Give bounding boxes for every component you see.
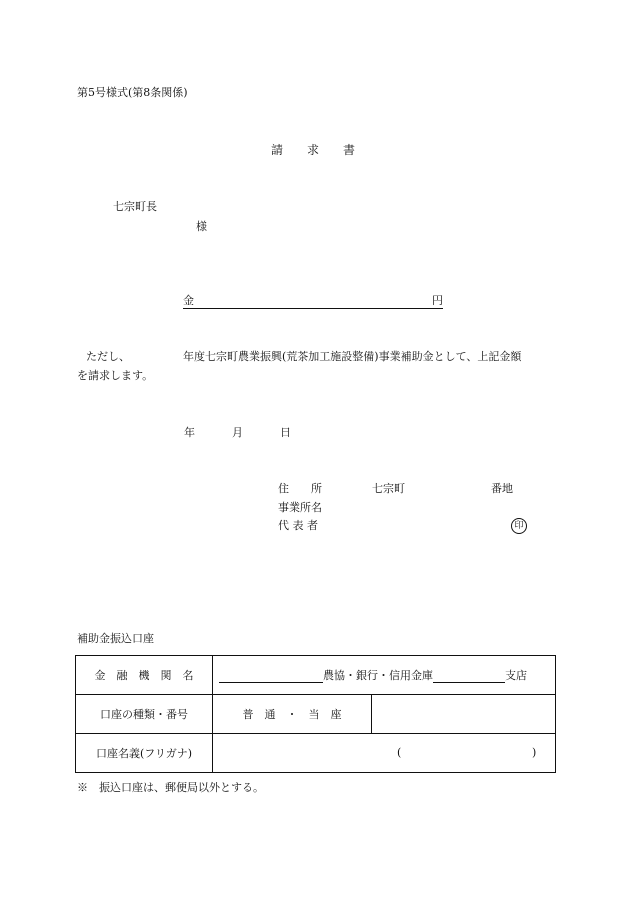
proviso-lead: ただし、 bbox=[86, 350, 130, 363]
date-year: 年 bbox=[184, 426, 195, 439]
account-holder-field[interactable] bbox=[213, 734, 556, 773]
document-title: 請 求 書 bbox=[271, 143, 356, 157]
table-row bbox=[76, 656, 556, 695]
bank-name-field[interactable] bbox=[219, 670, 323, 683]
address-town: 七宗町 bbox=[372, 482, 405, 495]
account-holder-label: 口座名義(フリガナ) bbox=[76, 734, 213, 773]
amount-line[interactable] bbox=[183, 294, 443, 309]
addressee-name: 七宗町長 bbox=[113, 200, 157, 213]
account-note: ※ 振込口座は、郵便局以外とする。 bbox=[77, 781, 264, 794]
amount-prefix: 金 bbox=[183, 294, 194, 307]
branch-label: 支店 bbox=[505, 669, 527, 682]
account-section-title: 補助金振込口座 bbox=[77, 632, 154, 645]
seal-mark bbox=[511, 518, 527, 534]
amount-suffix: 円 bbox=[432, 294, 443, 307]
proviso-text: 年度七宗町農業振興(荒茶加工施設整備)事業補助金として、上記金額 bbox=[183, 350, 522, 363]
office-name-label: 事業所名 bbox=[278, 501, 322, 514]
seal-icon: 印 bbox=[511, 518, 527, 534]
bank-name-label: 金 融 機 関 名 bbox=[76, 656, 213, 695]
table-row bbox=[76, 734, 556, 773]
branch-field[interactable] bbox=[433, 670, 505, 683]
account-number-field[interactable] bbox=[372, 695, 556, 734]
representative-label: 代 表 者 bbox=[278, 519, 318, 532]
paren-open: ( bbox=[397, 746, 402, 759]
bank-name-cell[interactable] bbox=[213, 656, 556, 695]
account-type-label: 口座の種類・番号 bbox=[76, 695, 213, 734]
addressee-honorific: 様 bbox=[196, 220, 207, 233]
account-type-choice[interactable]: 普 通 ・ 当 座 bbox=[213, 695, 372, 734]
proviso-continuation: を請求します。 bbox=[77, 369, 154, 382]
date-month: 月 bbox=[232, 426, 243, 439]
paren-close: ) bbox=[532, 746, 537, 759]
bank-types: 農協・銀行・信用金庫 bbox=[323, 669, 433, 682]
address-banchi: 番地 bbox=[491, 482, 513, 495]
form-number: 第5号様式(第8条関係) bbox=[77, 86, 188, 99]
date-day: 日 bbox=[280, 426, 291, 439]
account-table bbox=[75, 655, 556, 773]
address-label: 住 所 bbox=[278, 482, 322, 495]
table-row bbox=[76, 695, 556, 734]
